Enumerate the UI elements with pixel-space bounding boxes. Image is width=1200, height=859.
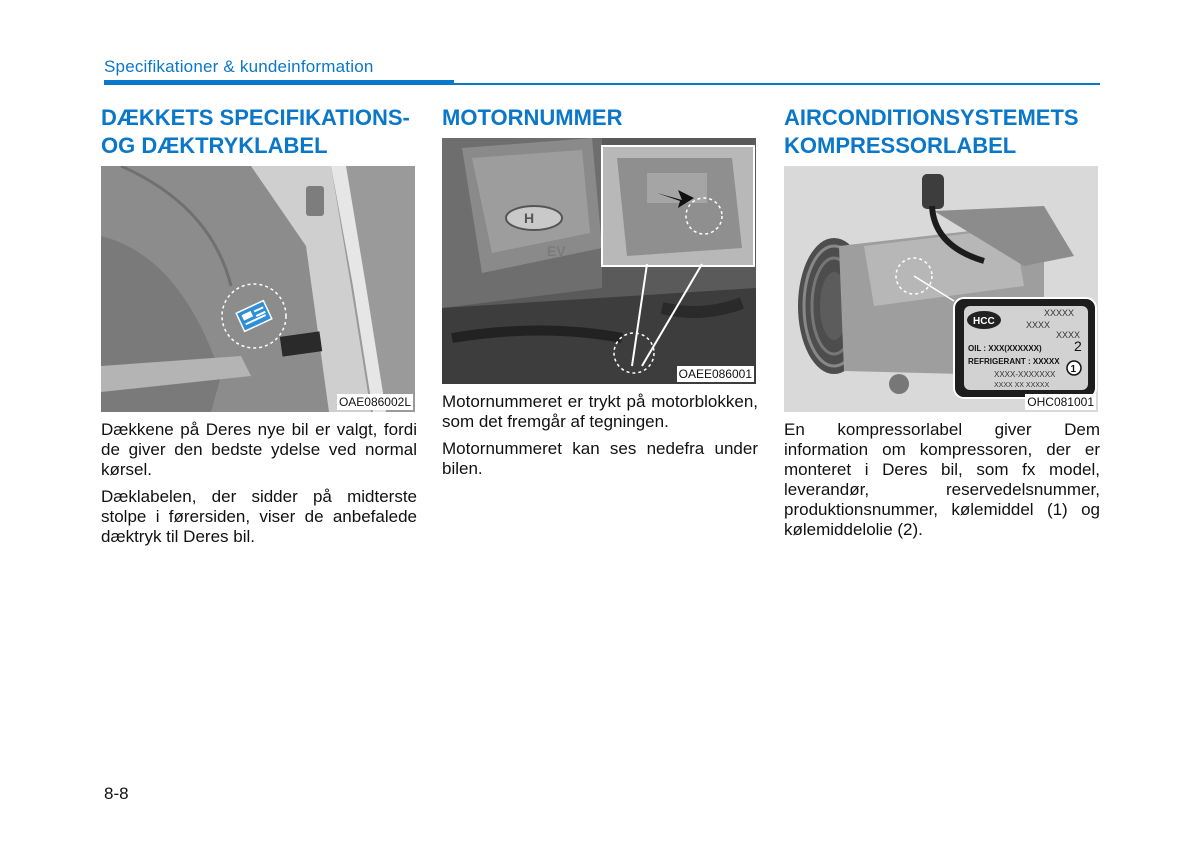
tire-label-heading: DÆKKETS SPECIFIKATIONS- OG DÆKTRYKLABEL (101, 105, 410, 158)
figure-code: OAEE086001 (678, 367, 752, 381)
paragraph: Dækkene på Deres nye bil er valgt, fordi de giver den bedste ydelse ved normal kørsel. (101, 420, 417, 479)
label-oil: OIL : XXX(XXXXXX) (968, 344, 1042, 353)
tire-label-illustration (101, 166, 415, 412)
page-number: 8-8 (104, 784, 129, 803)
label-line1: XXXXX (1044, 308, 1075, 318)
engine-number-heading: MOTORNUMMER (442, 105, 623, 130)
label-brand: HCC (973, 316, 995, 327)
callout-2: 2 (1074, 338, 1082, 354)
svg-text:EV: EV (547, 243, 566, 259)
engine-number-section (442, 100, 758, 479)
tire-label-section (101, 100, 417, 547)
paragraph: Motornummeret kan ses nedefra under bilen. (442, 439, 758, 478)
compressor-label-section (784, 100, 1100, 540)
paragraph: Motornummeret er trykt på motorblokken, som det fremgår af tegningen. (442, 392, 758, 431)
paragraph: En kompressorlabel giver Dem information om kompressoren, der er monteret i Deres bil, som fx model, leverandør, reservedelsnummer, produktionsnummer, kølemiddel (1) og kølemiddelolie (2). (784, 420, 1100, 539)
figure-code: OAE086002L (338, 395, 411, 409)
figure-code: OHC081001 (1027, 395, 1094, 409)
header-rule-thick (104, 80, 454, 85)
label-line2: XXXX (1026, 320, 1051, 330)
label-line3: XXXX (1056, 330, 1081, 340)
label-code: XXXX XX XXXXX (994, 382, 1050, 389)
label-refrigerant: REFRIGERANT : XXXXX (968, 357, 1060, 366)
svg-text:H: H (524, 210, 535, 226)
label-part: XXXX-XXXXXXX (994, 370, 1056, 379)
engine-number-illustration (442, 138, 756, 384)
header-rule-thin (454, 83, 1100, 85)
callout-1: 1 (1070, 364, 1077, 375)
section-title: Specifikationer & kundeinformation (104, 57, 374, 76)
compressor-label-heading: AIRCONDITIONSYSTEMETS KOMPRESSORLABEL (784, 105, 1079, 158)
paragraph: Dæklabelen, der sidder på midterste stolpe i førersiden, viser de anbefalede dæktryk til Deres bil. (101, 487, 417, 546)
compressor-label-illustration (784, 166, 1098, 412)
